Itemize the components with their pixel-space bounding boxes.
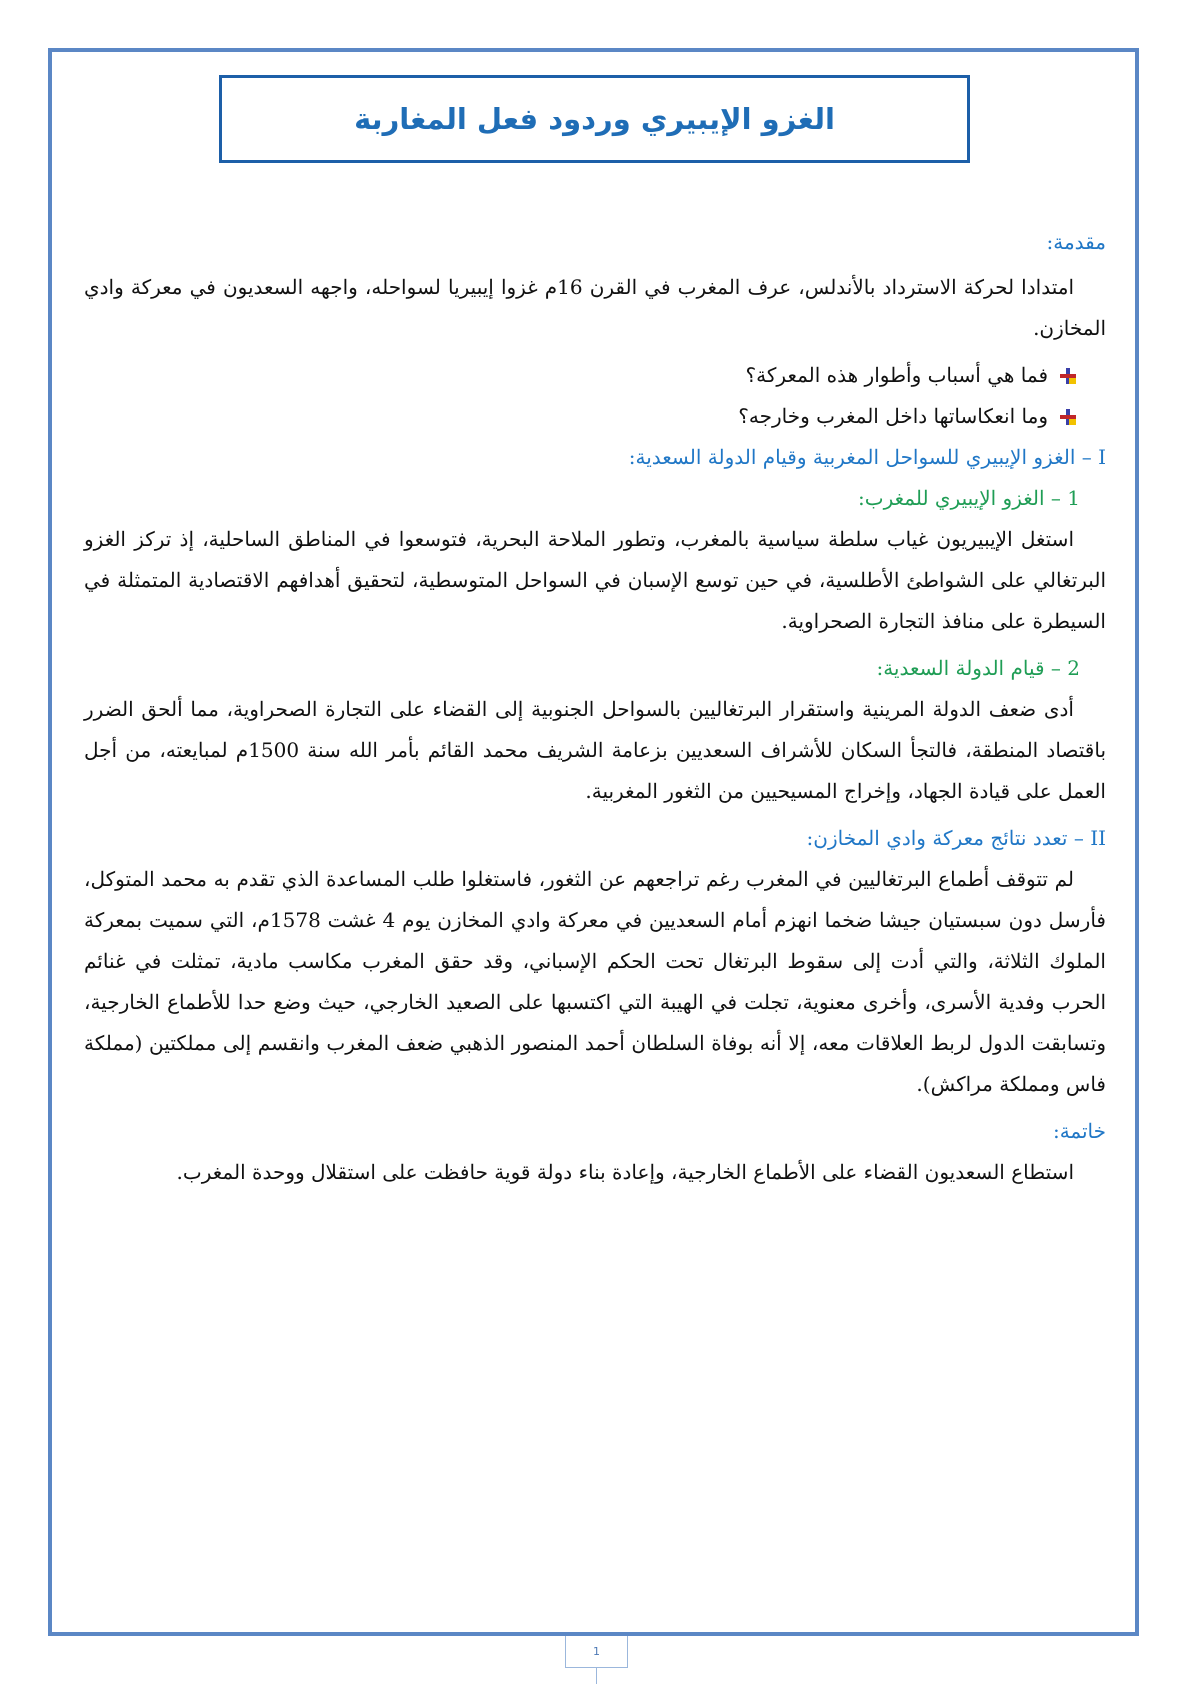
conclusion-heading: خاتمة: xyxy=(1052,1119,1106,1143)
page-number-box xyxy=(565,1636,628,1668)
question-item xyxy=(84,355,1076,396)
question-text: فما هي أسباب وأطوار هذه المعركة؟ xyxy=(745,363,1048,387)
intro-paragraph: امتدادا لحركة الاسترداد بالأندلس، عرف المغرب في القرن 16م غزوا إيبيريا لسواحله، واجهه السعديون في معركة وادي المخازن. xyxy=(84,275,1106,340)
section1-heading: I – الغزو الإيبيري للسواحل المغربية وقيام الدولة السعدية: xyxy=(628,445,1106,469)
bullet-plus-icon xyxy=(1060,368,1076,384)
section2-paragraph: لم تتوقف أطماع البرتغاليين في المغرب رغم تراجعهم عن الثغور، فاستغلوا طلب المساعدة الذي تقدم به محمد المتوكل، فأرسل دون سبستيان جيشا ضخما انهزم أمام السعديين في معركة وادي المخازن يوم 4 غشت 1578م، التي سميت بمعركة الملوك الثلاثة، والتي أدت إلى سقوط البرتغال تحت الحكم الإسباني، وقد حقق المغرب مكاسب مادية، تمثلت في غنائم الحرب وفدية الأسرى، وأخرى معنوية، تجلت في الهيبة التي اكتسبها على الصعيد الخارجي، حيث وضع حدا للأطماع الخارجية، وتسابقت الدول لربط العلاقات معه، إلا أنه بوفاة السلطان أحمد المنصور الذهبي ضعف المغرب وانقسم إلى مملكتين (مملكة فاس ومملكة مراكش). xyxy=(84,867,1106,1096)
question-list xyxy=(84,355,1106,437)
intro-heading: مقدمة: xyxy=(1046,230,1106,254)
page-title: الغزو الإيبيري وردود فعل المغاربة xyxy=(354,102,835,136)
title-box xyxy=(219,75,970,163)
conclusion-paragraph: استطاع السعديون القضاء على الأطماع الخارجية، وإعادة بناء دولة قوية حافظت على استقلال ووحدة المغرب. xyxy=(176,1160,1074,1184)
bullet-plus-icon xyxy=(1060,409,1076,425)
document-body xyxy=(84,222,1106,1199)
section1-sub2-heading: 2 – قيام الدولة السعدية: xyxy=(876,656,1080,680)
question-item xyxy=(84,396,1076,437)
section2-heading: II – تعدد نتائج معركة وادي المخازن: xyxy=(806,826,1106,850)
section1-sub1-paragraph: استغل الإيبيريون غياب سلطة سياسية بالمغرب، وتطور الملاحة البحرية، فتوسعوا في المناطق الساحلية، إذ تركز الغزو البرتغالي على الشواطئ الأطلسية، في حين توسع الإسبان في السواحل المتوسطية، لتحقيق أهدافهم الاقتصادية المتمثلة في السيطرة على منافذ التجارة الصحراوية. xyxy=(84,527,1106,633)
question-text: وما انعكاساتها داخل المغرب وخارجه؟ xyxy=(738,404,1048,428)
page-number: 1 xyxy=(593,1645,600,1658)
section1-sub2-paragraph: أدى ضعف الدولة المرينية واستقرار البرتغاليين بالسواحل الجنوبية إلى القضاء على التجارة الصحراوية، مما ألحق الضرر باقتصاد المنطقة، فالتجأ السكان للأشراف السعديين بزعامة الشريف محمد القائم بأمر الله سنة 1500م لمبايعته، من أجل العمل على قيادة الجهاد، وإخراج المسيحيين من الثغور المغربية. xyxy=(84,697,1107,803)
footer-divider xyxy=(596,1668,597,1684)
section1-sub1-heading: 1 – الغزو الإيبيري للمغرب: xyxy=(858,486,1080,510)
